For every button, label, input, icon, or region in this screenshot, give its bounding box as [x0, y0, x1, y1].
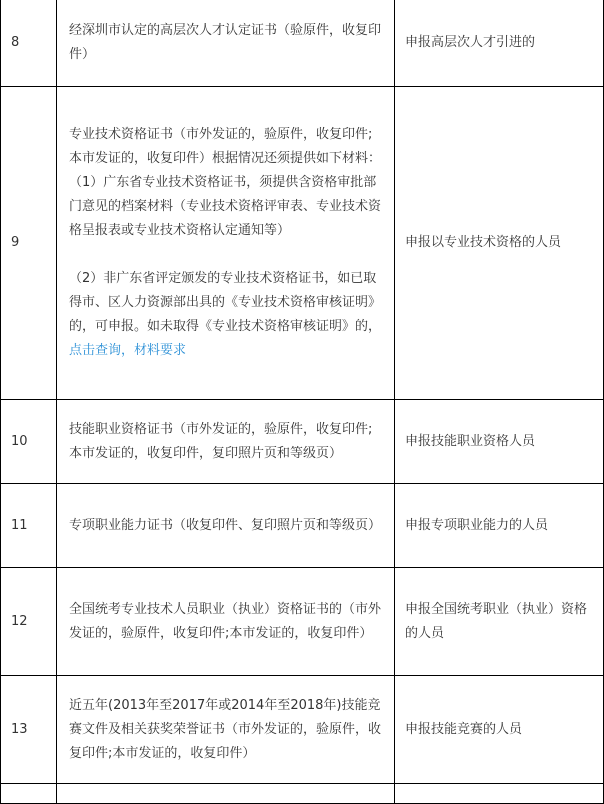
table-row — [1, 568, 604, 676]
row-number: 11 — [1, 484, 57, 568]
row-number: 8 — [1, 0, 57, 87]
requirement-paragraph-2 — [69, 267, 382, 363]
requirement-cell: 近五年(2013年至2017年或2014年至2018年)技能竞赛文件及相关获奖荣誉证书（市外发证的，验原件，收复印件;本市发证的，收复印件） — [57, 676, 395, 784]
table-row — [1, 400, 604, 484]
applicant-cell — [395, 784, 604, 804]
requirement-cell: 专项职业能力证书（收复印件、复印照片页和等级页） — [57, 484, 395, 568]
applicant-cell: 申报技能竞赛的人员 — [395, 676, 604, 784]
query-materials-link[interactable]: 点击查询，材料要求 — [69, 343, 187, 358]
requirement-cell: 经深圳市认定的高层次人才认定证书（验原件，收复印件） — [57, 0, 395, 87]
requirement-cell — [57, 87, 395, 400]
row-number: 9 — [1, 87, 57, 400]
table-row — [1, 0, 604, 87]
requirement-cell: 全国统考专业技术人员职业（执业）资格证书的（市外发证的，验原件，收复印件;本市发证的，收复印件） — [57, 568, 395, 676]
applicant-cell: 申报专项职业能力的人员 — [395, 484, 604, 568]
requirement-cell — [57, 784, 395, 804]
table-row — [1, 484, 604, 568]
requirement-paragraph-1: 专业技术资格证书（市外发证的，验原件，收复印件;本市发证的，收复印件）根据情况还须提供如下材料：（1）广东省专业技术资格证书，须提供含资格审批部门意见的档案材料（专业技术资格评审表、专业技术资格呈报表或专业技术资格认定通知等） — [69, 127, 382, 238]
requirement-cell: 技能职业资格证书（市外发证的，验原件，收复印件;本市发证的，收复印件，复印照片页和等级页） — [57, 400, 395, 484]
table-row — [1, 676, 604, 784]
table-row — [1, 784, 604, 804]
applicant-cell: 申报高层次人才引进的 — [395, 0, 604, 87]
row-number: 13 — [1, 676, 57, 784]
table-row — [1, 87, 604, 400]
applicant-cell: 申报全国统考职业（执业）资格的人员 — [395, 568, 604, 676]
row-number: 12 — [1, 568, 57, 676]
row-number — [1, 784, 57, 804]
row-number: 10 — [1, 400, 57, 484]
applicant-cell: 申报技能职业资格人员 — [395, 400, 604, 484]
applicant-cell: 申报以专业技术资格的人员 — [395, 87, 604, 400]
requirement-paragraph-2-text: （2）非广东省评定颁发的专业技术资格证书，如已取得市、区人力资源部出具的《专业技术资格审核证明》的，可申报。如未取得《专业技术资格审核证明》的， — [69, 271, 382, 334]
